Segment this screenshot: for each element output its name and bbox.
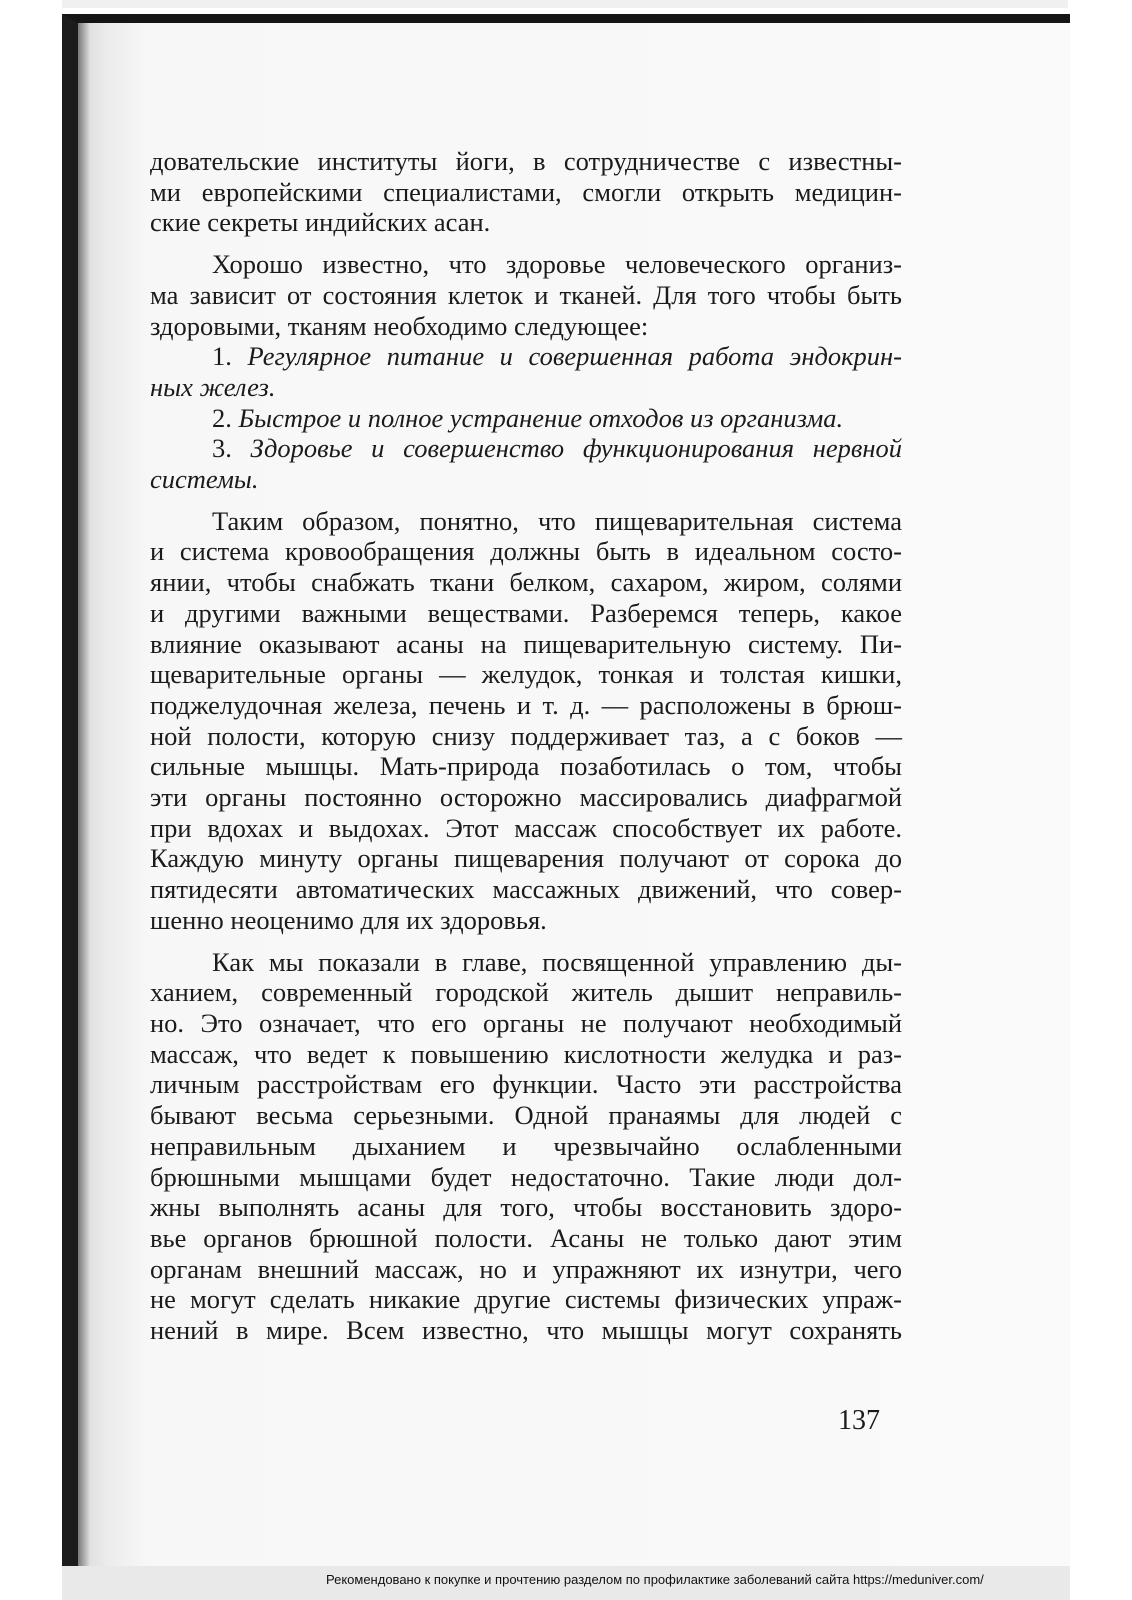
text-line: Таким образом, понятно, что пищеварительная система [212,505,902,536]
text-line: щеварительные органы — желудок, тонкая и толстая кишки, [150,659,902,690]
list-number: 3. [212,433,232,464]
paragraph-4 [150,947,902,1346]
page-number: 137 [838,1405,880,1436]
paragraph-1 [150,146,902,238]
page-gutter-shadow [78,23,90,1600]
text-line: эти органы постоянно осторожно массировались диафрагмой [150,782,902,813]
text-line: шенно неоценимо для их здоровья. [150,904,547,935]
paragraph-3 [150,506,902,936]
text-line: пятидесяти автоматических массажных движений, что совер- [150,874,902,905]
list-item-line [150,341,902,372]
text-line: довательские институты йоги, в сотрудничестве с известны- [150,146,902,176]
text-line: поджелудочная железа, печень и т. д. — расположены в брюш- [150,689,902,720]
text-line: ханием, современный городской житель дышит неправиль- [150,977,902,1008]
list-text: Быстрое и полное устранение отходов из организма. [238,402,844,433]
list-item-2 [150,403,902,434]
text-line: ми европейскими специалистами, смогли открыть медицин- [150,176,902,207]
text-line: Как мы показали в главе, посвященной управлению ды- [212,946,902,977]
text-line: бывают весьма серьезными. Одной пранаямы для людей с [150,1100,902,1131]
text-line: массаж, что ведет к повышению кислотности желудка и раз- [150,1038,902,1069]
text-line: Хорошо известно, что здоровье человеческого организ- [212,249,902,280]
list-number: 1. [212,341,232,372]
list-number: 2. [212,402,232,433]
text-line: и система кровообращения должны быть в идеальном состо- [150,536,902,567]
text-line: ма зависит от состояния клеток и тканей. Для того чтобы быть [150,279,902,310]
list-item-line [150,403,902,434]
text-line: неправильным дыханием и чрезвычайно ослабленными [150,1130,902,1161]
list-item-line: системы. [150,464,259,495]
list-item-3 [150,433,902,494]
text-line: брюшными мышцами будет недостаточно. Такие люди дол- [150,1161,902,1192]
text-line: не могут сделать никакие другие системы физических упраж- [150,1284,902,1315]
page-body-text [150,146,902,1346]
text-line: янии, чтобы снабжать ткани белком, сахаром, жиром, солями [150,567,902,598]
scan-top-strip [62,0,1068,8]
list-text: Здоровье и совершенство функционирования нервной [250,433,902,464]
text-line: ские секреты индийских асан. [150,207,491,238]
text-line: органам внешний массаж, но и упражняют их изнутри, чего [150,1253,902,1284]
text-line: сильные мышцы. Мать-природа позаботилась о том, чтобы [150,751,902,782]
footer-watermark-note: Рекомендовано к покупке и прочтению разделом по профилактике заболеваний сайта https://meduniver.com/ [326,1572,984,1587]
text-line: но. Это означает, что его органы не получают необходимый [150,1007,902,1038]
text-line: вье органов брюшной полости. Асаны не только дают этим [150,1222,902,1253]
list-item-line [150,433,902,464]
text-line: при вдохах и выдохах. Этот массаж способствует их работе. [150,812,902,843]
paragraph-2 [150,249,902,341]
text-line: нений в мире. Всем известно, что мышцы могут сохранять [150,1315,902,1346]
text-line: жны выполнять асаны для того, чтобы восстановить здоро- [150,1192,902,1223]
text-line: Каждую минуту органы пищеварения получают от сорока до [150,843,902,874]
list-item-1 [150,341,902,402]
text-line: влияние оказывают асаны на пищеварительную систему. Пи- [150,628,902,659]
text-line: здоровыми, тканям необходимо следующее: [150,310,649,341]
text-line: и другими важными веществами. Разберемся теперь, какое [150,597,902,628]
text-line: ной полости, которую снизу поддерживает таз, а с боков — [150,720,902,751]
list-item-line: ных желез. [150,371,276,402]
list-text: Регулярное питание и совершенная работа эндокрин- [247,341,902,372]
text-line: личным расстройствам его функции. Часто эти расстройства [150,1069,902,1100]
